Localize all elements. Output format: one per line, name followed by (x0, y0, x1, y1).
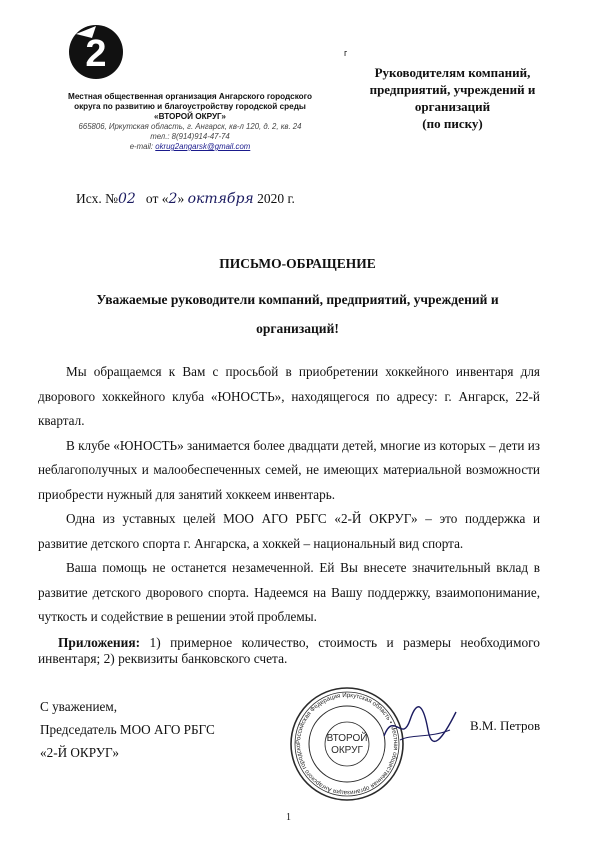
addressee-line-3: организаций (414, 99, 491, 114)
signature-line-3: «2-Й ОКРУГ» (40, 745, 119, 760)
signature-line-1: С уважением, (40, 699, 117, 714)
outgoing-month: октября (187, 191, 254, 207)
stamp-center-line-1: ВТОРОЙ (326, 733, 368, 744)
letter-body (38, 360, 540, 667)
org-email-label: e-mail: (129, 142, 154, 151)
signature-line-2: Председатель МОО АГО РБГС (40, 722, 215, 737)
outgoing-prefix: Исх. № (76, 191, 118, 206)
org-email-row (50, 142, 330, 152)
outgoing-number-value: 02 (117, 191, 136, 207)
document-title: ПИСЬМО-ОБРАЩЕНИЕ (219, 256, 376, 271)
org-name-line-1: Местная общественная организация Ангарского городского (68, 92, 312, 101)
outgoing-mid: » (177, 191, 185, 206)
handwritten-signature (380, 700, 460, 750)
corner-mark: г (344, 48, 348, 58)
org-phone: тел.: 8(914)914-47-74 (150, 132, 230, 141)
attachments-text: 1) примерное количество, стоимость и размеры необходимого инвентаря; 2) реквизиты банковского счета. (38, 634, 540, 666)
attachments (38, 635, 540, 667)
org-name-line-3: «ВТОРОЙ ОКРУГ» (154, 112, 226, 121)
addressee-line-1: Руководителям компаний, (374, 65, 531, 80)
paragraph-2: В клубе «ЮНОСТЬ» занимается более двадцати детей, многие из которых – дети из неблагополучных и малообеспеченных семей, не имеющих материальной возможности приобрести нужный для занятий хоккеем инвентарь. (38, 437, 540, 502)
signature-scribble-graphic (380, 700, 460, 750)
outgoing-year: 2020 г. (257, 191, 295, 206)
paragraph-4: Ваша помощь не останется незамеченной. Ей Вы внесете значительный вклад в развитие детского дворового спорта. Надеемся на Вашу поддержку, взаимопонимание, чуткость и содействие в решении этой проблемы. (38, 560, 540, 624)
org-address: 665806, Иркутская область, г. Ангарск, кв-л 120, д. 2, кв. 24 (78, 122, 302, 131)
stamp-ring-text: Российская Федерация Иркутская область • Местная общественная организация Ангарского городско (294, 691, 400, 797)
signer-name: В.М. Петров (470, 718, 541, 733)
page-number: 1 (286, 812, 291, 823)
outgoing-number (76, 191, 295, 207)
outgoing-day: 2 (168, 191, 178, 207)
logo-digit: 2 (85, 33, 107, 75)
addressee-line-2: предприятий, учреждений и (369, 82, 536, 97)
paragraph-3: Одна из уставных целей МОО АГО РБГС «2-Й ОКРУГ» – это поддержка и развитие детского спорта г. Ангарска, а хоккей – национальный вид спорта. (38, 511, 540, 551)
paragraph-1: Мы обращаемся к Вам с просьбой в приобретении хоккейного инвентаря для дворового хоккейного клуба «ЮНОСТЬ», находящегося по адресу: г. Ангарск, 22-й квартал. (38, 364, 540, 428)
salutation: Уважаемые руководители компаний, предприятий, учреждений и организаций! (96, 292, 499, 336)
addressee-block (345, 64, 560, 132)
org-header (50, 92, 330, 152)
org-logo (66, 22, 126, 82)
signature-block (40, 695, 215, 764)
outgoing-from: от « (145, 191, 169, 206)
stamp-center-line-2: ОКРУГ (331, 745, 363, 756)
addressee-line-4: (по писку) (422, 116, 483, 131)
attachments-label: Приложения: (58, 634, 141, 650)
org-name-line-2: округа по развитию и благоустройству городской среды (74, 102, 306, 111)
org-email-link[interactable]: okrug2angarsk@gmail.com (155, 142, 251, 151)
org-logo-graphic (66, 22, 126, 82)
